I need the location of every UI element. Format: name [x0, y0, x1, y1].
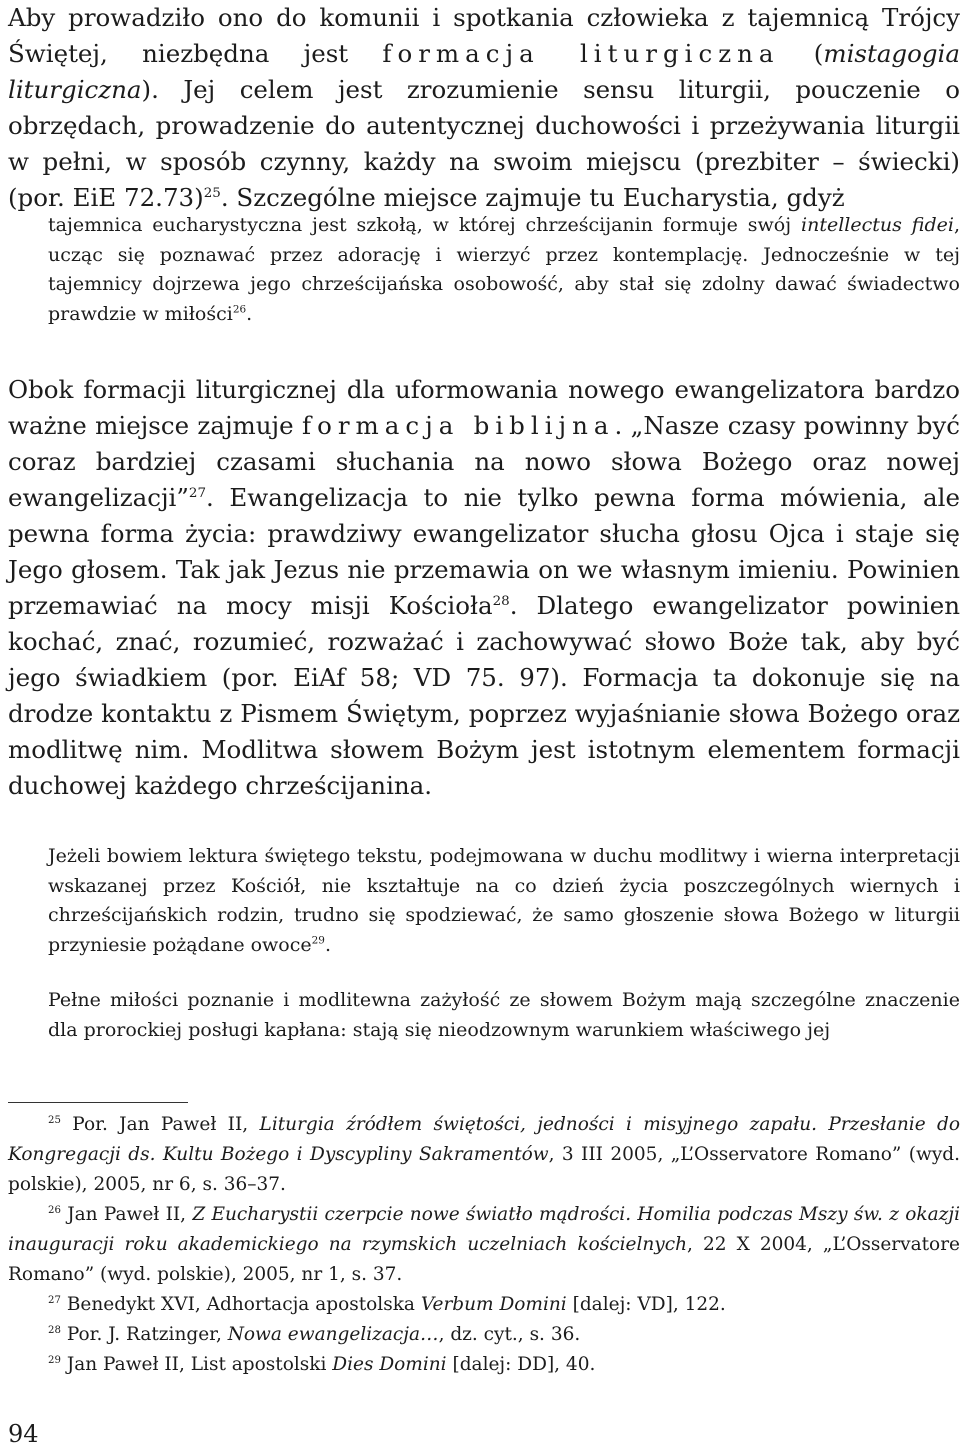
- footnote-ref-25[interactable]: 25: [203, 184, 221, 201]
- footnote-ref-26[interactable]: 26: [232, 303, 247, 316]
- footnote-26: [8, 1200, 960, 1290]
- para1-italic-term: mistagogia liturgiczna: [8, 39, 960, 104]
- footnote-text: Benedykt XVI, Adhortacja apostolska: [60, 1294, 421, 1315]
- footnote-number: 27: [48, 1294, 61, 1306]
- footnote-title: Liturgia źródłem świętości, jedności i misyjnego zapału. Przesłanie do Kongregacji ds. Kultu Bożego i Dyscypliny Sakramentów: [8, 1114, 960, 1165]
- para2-spaced-term: formacja biblijna: [302, 411, 615, 440]
- para2-text-d: . Dlatego ewangelizator powinien kochać, znać, rozumieć, rozważać i zachowywać słowo Boże tak, aby być jego świadkiem (por. EiAf 58; VD 75. 97). Formacja ta dokonuje się na drodze kontaktu z Pismem Świętym, poprzez wyjaśnianie słowa Bożego oraz modlitwę nim. Modlitwa słowem Bożym jest istotnym elementem formacji duchowej każdego chrześcijanina.: [8, 591, 960, 800]
- para1-text-b: (: [779, 39, 824, 68]
- footnote-25: [8, 1110, 960, 1200]
- para2-text-c: . Ewangelizacja to nie tylko pewna forma mówienia, ale pewna forma życia: prawdziwy ewangelizator słucha głosu Ojca i staje się Jego głosem. Tak jak Jezus nie przemawia on we własnym imieniu. Powinien przemawiać na mocy misji Kościoła: [8, 483, 960, 620]
- footnote-ref-29[interactable]: 29: [311, 934, 325, 947]
- footnote-29: [8, 1350, 960, 1380]
- footnote-number: 26: [48, 1204, 61, 1216]
- para2-text-a: Obok formacji liturgicznej dla uformowania nowego ewangelizatora bardzo ważne miejsce zajmuje: [8, 375, 960, 440]
- footnote-title: Verbum Domini: [420, 1294, 567, 1315]
- footnote-text: [dalej: DD], 40.: [446, 1354, 596, 1375]
- quote1-italic-term: intellectus fidei: [801, 214, 954, 236]
- para2-text-b: . „Nasze czasy powinny być coraz bardziej czasami słuchania na nowo słowa Bożego oraz nowej ewangelizacji”: [8, 411, 960, 512]
- footnote-number: 28: [48, 1324, 61, 1336]
- quote3-text: Pełne miłości poznanie i modlitewna zażyłość ze słowem Bożym mają szczególne znaczenie dla prorockiej posługi kapłana: stają się nieodzownym warunkiem właściwego jej: [48, 989, 960, 1041]
- quote2-text-a: Jeżeli bowiem lektura świętego tekstu, podejmowana w duchu modlitwy i wierna interpretacji wskazanej przez Kościół, nie kształtuje na co dzień życia poszczególnych wiernych i chrześcijańskich rodzin, trudno się spodziewać, że samo głoszenie słowa Bożego w liturgii przyniesie pożądane owoce: [48, 845, 960, 956]
- footnote-text: , 3 III 2005, „L’Osservatore Romano” (wyd. polskie), 2005, nr 6, s. 36–37.: [8, 1144, 960, 1195]
- block-quote-prophetic-ministry: [48, 986, 960, 1045]
- para1-text-d: . Szczególne miejsce zajmuje tu Eucharystia, gdyż: [220, 183, 845, 212]
- block-quote-scripture-reading: [48, 842, 960, 960]
- footnote-27: [8, 1290, 960, 1320]
- quote1-text-a: tajemnica eucharystyczna jest szkołą, w której chrześcijanin formuje swój: [48, 214, 802, 236]
- footnote-number: 25: [48, 1114, 61, 1126]
- page-number: 94: [8, 1420, 39, 1448]
- quote1-text-b: , ucząc się poznawać przez adorację i wierzyć przez kontemplację. Jednocześnie w tej tajemnicy dojrzewa jego chrześcijańska osobowość, aby stał się zdolny dawać świadectwo prawdzie w miłości: [48, 214, 960, 325]
- footnote-text: , dz. cyt., s. 36.: [438, 1324, 581, 1345]
- footnote-ref-28[interactable]: 28: [492, 592, 510, 609]
- footnote-text: Por. Jan Paweł II,: [60, 1114, 260, 1135]
- para1-text-a: Aby prowadziło ono do komunii i spotkania człowieka z tajemnicą Trójcy Świętej, niezbędna jest: [8, 3, 960, 68]
- footnote-text: Jan Paweł II, List apostolski: [60, 1354, 333, 1375]
- footnote-28: [8, 1320, 960, 1350]
- footnote-ref-27[interactable]: 27: [188, 484, 207, 501]
- footnote-text: [dalej: VD], 122.: [566, 1294, 726, 1315]
- para1-spaced-term: formacja liturgiczna: [382, 39, 780, 68]
- footnotes: [8, 1110, 960, 1380]
- footnote-text: , 22 X 2004, „L’Osservatore Romano” (wyd. polskie), 2005, nr 1, s. 37.: [8, 1234, 960, 1285]
- block-quote-eucharist: [48, 211, 960, 329]
- para1-text-c: ). Jej celem jest zrozumienie sensu liturgii, pouczenie o obrzędach, prowadzenie do autentycznej duchowości i przeżywania liturgii w pełni, w sposób czynny, każdy na swoim miejscu (prezbiter – świecki) (por. EiE 72.73): [8, 75, 960, 212]
- footnote-number: 29: [48, 1354, 61, 1366]
- footnote-title: Dies Domini: [332, 1354, 447, 1375]
- footnote-separator: [8, 1102, 188, 1103]
- footnote-title: Z Eucharystii czerpcie nowe światło mądrości. Homilia podczas Mszy św. z okazji inauguracji roku akademickiego na rzymskich uczelniach kościelnych: [8, 1204, 960, 1255]
- quote2-text-b: .: [324, 933, 331, 956]
- footnote-text: Jan Paweł II,: [60, 1204, 193, 1225]
- quote1-text-c: .: [246, 302, 253, 325]
- footnote-title: Nowa ewangelizacja…: [227, 1324, 439, 1345]
- body-paragraph-biblical-formation: [8, 372, 960, 804]
- body-paragraph-liturgical-formation: [8, 0, 960, 216]
- document-page: [8, 0, 960, 1454]
- footnote-text: Por. J. Ratzinger,: [60, 1324, 228, 1345]
